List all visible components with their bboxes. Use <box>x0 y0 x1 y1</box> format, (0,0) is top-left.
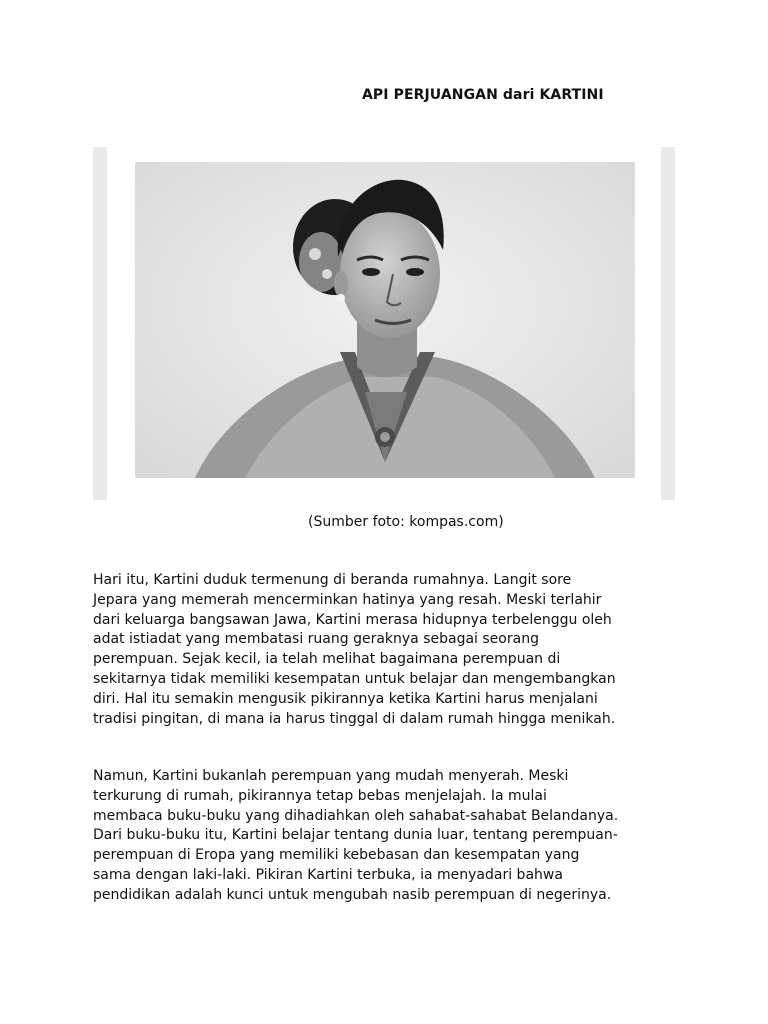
paragraph-line: adat istiadat yang membatasi ruang geraknya sebagai seorang <box>93 631 539 648</box>
photo-frame-left-bar <box>93 147 107 500</box>
photo-frame-right-bar <box>661 147 675 500</box>
paragraph-1 <box>93 571 683 729</box>
kartini-portrait-photo <box>135 162 635 478</box>
paragraph-line: perempuan. Sejak kecil, ia telah melihat bagaimana perempuan di <box>93 651 561 668</box>
paragraph-line: dari keluarga bangsawan Jawa, Kartini merasa hidupnya terbelenggu oleh <box>93 611 612 628</box>
paragraph-line: diri. Hal itu semakin mengusik pikirannya ketika Kartini harus menjalani <box>93 690 598 707</box>
paragraph-line: terkurung di rumah, pikirannya tetap bebas menjelajah. Ia mulai <box>93 787 547 804</box>
paragraph-line: tradisi pingitan, di mana ia harus tinggal di dalam rumah hingga menikah. <box>93 710 616 727</box>
paragraph-line: sekitarnya tidak memiliki kesempatan untuk belajar dan mengembangkan <box>93 670 616 687</box>
portrait-illustration <box>135 162 635 478</box>
paragraph-line: Namun, Kartini bukanlah perempuan yang mudah menyerah. Meski <box>93 768 569 784</box>
photo-caption: (Sumber foto: kompas.com) <box>308 514 504 530</box>
document-title: API PERJUANGAN dari KARTINI <box>362 87 604 103</box>
paragraph-line: sama dengan laki-laki. Pikiran Kartini terbuka, ia menyadari bahwa <box>93 866 563 883</box>
paragraph-line: Hari itu, Kartini duduk termenung di beranda rumahnya. Langit sore <box>93 572 572 588</box>
photo-frame <box>93 147 675 500</box>
paragraph-line: pendidikan adalah kunci untuk mengubah nasib perempuan di negerinya. <box>93 886 612 903</box>
paragraph-line: perempuan di Eropa yang memiliki kebebasan dan kesempatan yang <box>93 847 580 864</box>
paragraph-line: Dari buku-buku itu, Kartini belajar tentang dunia luar, tentang perempuan- <box>93 827 618 844</box>
paragraph-2 <box>93 767 683 906</box>
paragraph-line: Jepara yang memerah mencerminkan hatinya yang resah. Meski terlahir <box>93 591 602 608</box>
paragraph-line: membaca buku-buku yang dihadiahkan oleh sahabat-sahabat Belandanya. <box>93 807 619 824</box>
